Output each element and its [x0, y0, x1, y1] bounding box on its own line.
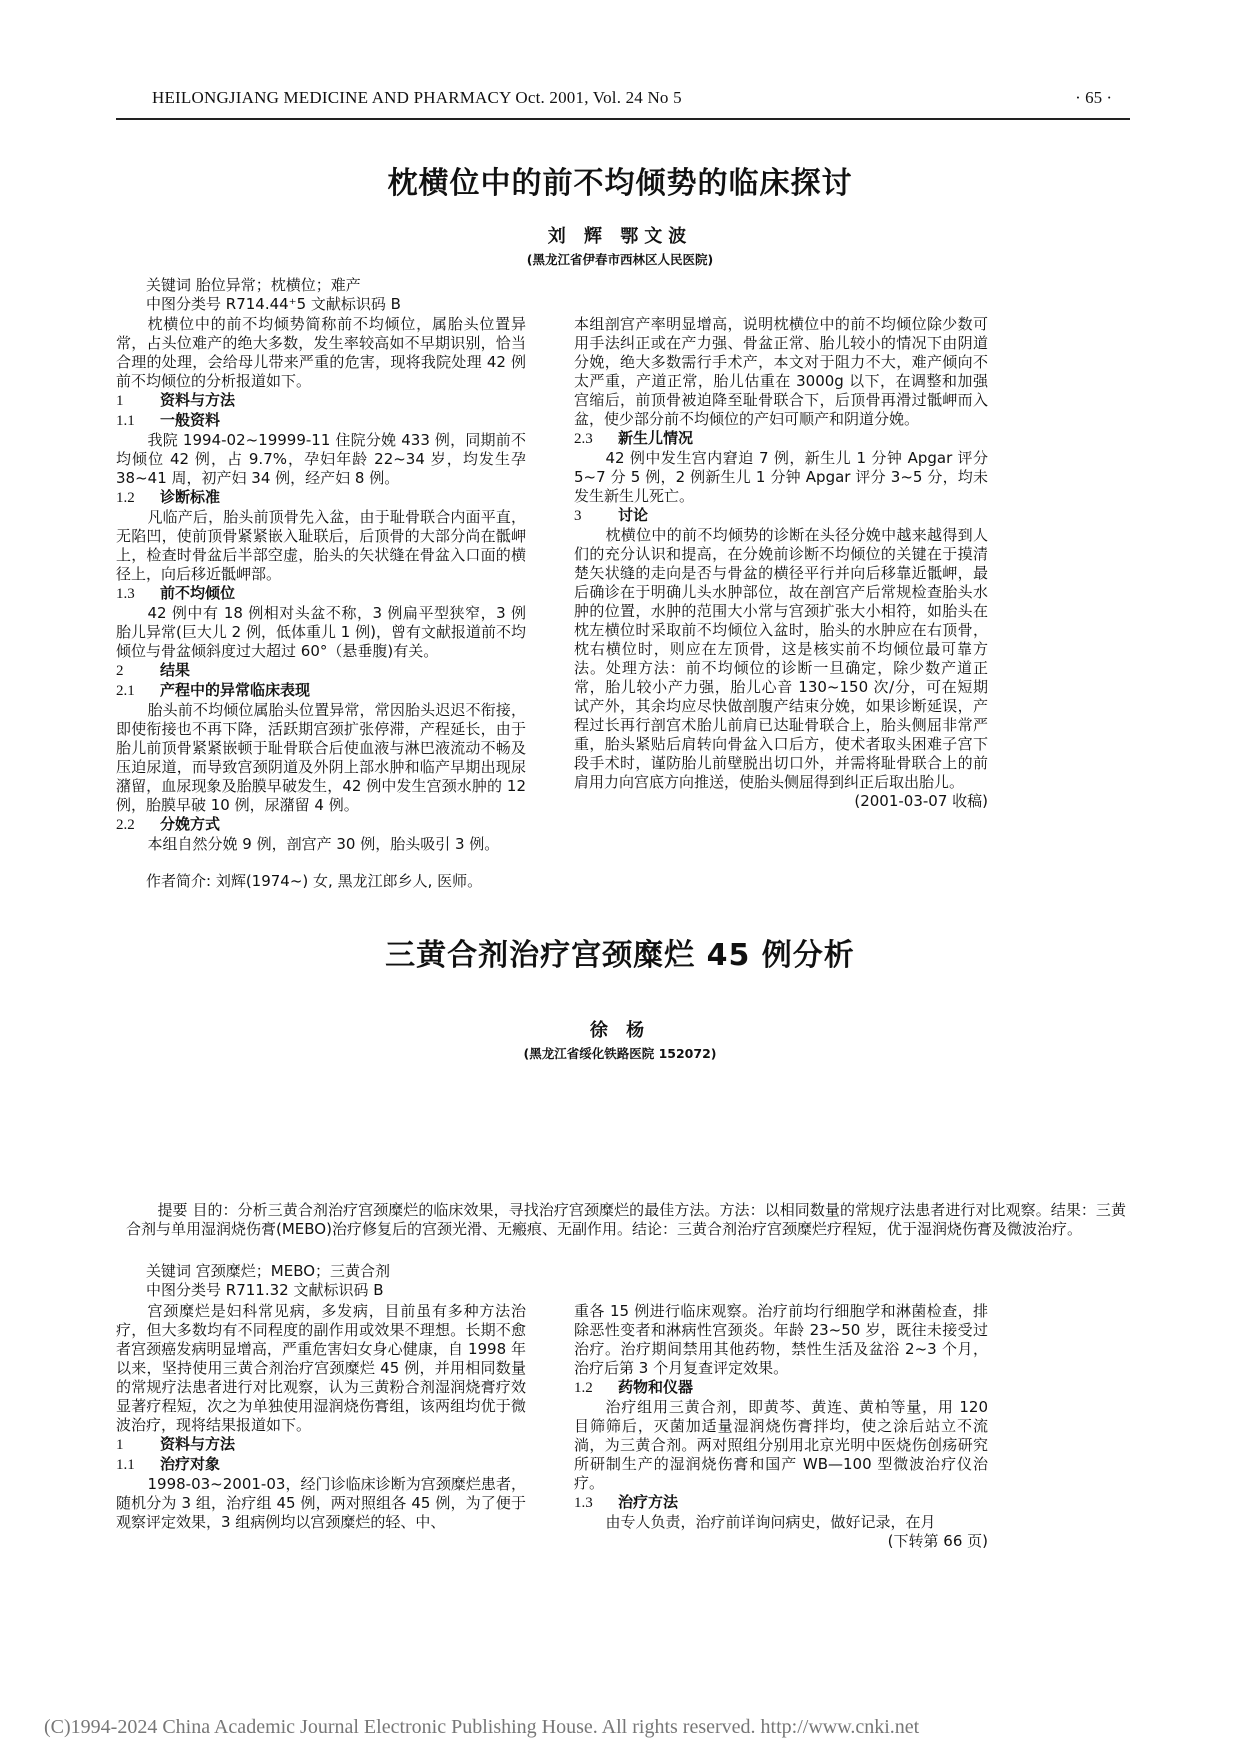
section-number: 1.2 — [574, 1380, 593, 1396]
section-heading — [116, 1435, 526, 1455]
paragraph: 1998-03~2001-03，经门诊临床诊断为宫颈糜烂患者，随机分为 3 组，治疗组 45 例，两对照组各 45 例，为了便于观察评定效果，3 组病例均以宫颈糜烂的轻、中、 — [116, 1475, 526, 1531]
section-heading — [116, 584, 526, 604]
paragraph: 我院 1994-02~19999-11 住院分娩 433 例，同期前不均倾位 42 例，占 9.7%，孕妇年龄 22~34 岁，均发生孕 38~41 周，初产妇 34 例，经产妇 8 例。 — [116, 431, 526, 487]
article2-authors: 徐 杨 — [589, 1020, 651, 1041]
section-heading-text: 产程中的异常临床表现 — [160, 681, 311, 699]
section-heading — [116, 411, 526, 431]
section-heading-text: 诊断标准 — [160, 488, 221, 506]
paragraph: 枕横位中的前不均倾势的诊断在头径分娩中越来越得到人们的充分认识和提高，在分娩前诊断不均倾位的关键在于摸清楚矢状缝的走向是否与骨盆的横径平行并向后移靠近骶岬，最后确诊在于明确儿头水肿部位，故在剖宫产后常规检查胎头水肿的位置，水肿的范围大小常与宫颈扩张大小相符，如胎头在枕左横位时采取前不均倾位入盆时，胎头的水肿应在右顶骨，枕右横位时，则应在左顶骨，这是核实前不均倾位最可靠方法。处理方法：前不均倾位的诊断一旦确定，除少数产道正常，胎儿较小产力强，胎儿心音 130~150 次/分，可在短期试产外，其余均应尽快做剖腹产结束分娩，如果诊断延误，产程过长再行剖宫术胎儿前肩已达耻骨联合上，胎头侧屈非常严重，胎头紧贴后肩转向骨盆入口后方，使术者取头困难子宫下段手术时，谨防胎儿前壁脱出切口外，并需将耻骨联合上的前肩用力向宫底方向推送，使胎头侧屈得到纠正后取出胎儿。 — [574, 526, 988, 791]
section-heading — [574, 506, 988, 526]
article1-classification: 中图分类号 R714.44⁺5 文献标识码 B — [146, 295, 401, 313]
section-number: 2.3 — [574, 431, 593, 447]
section-number: 1 — [116, 1437, 124, 1453]
section-number: 1.1 — [116, 1457, 135, 1473]
paragraph: 宫颈糜烂是妇科常见病，多发病，目前虽有多种方法治疗，但大多数均有不同程度的副作用或效果不理想。长期不愈者宫颈癌发病明显增高，严重危害妇女身心健康，自 1998 年以来，坚持使用三黄合剂治疗宫颈糜烂 45 例，并用相同数量的常规疗法患者进行对比观察，认为三黄粉合剂湿润烧膏疗效显著疗程短，次之为单独使用湿润烧伤膏组，该两组均优于微波治疗，现将结果报道如下。 — [116, 1302, 526, 1434]
section-heading-text: 资料与方法 — [160, 391, 236, 409]
page-number: · 65 · — [1075, 88, 1112, 107]
note-line: (2001-03-07 收稿) — [854, 792, 988, 810]
article1-authors: 刘 辉 鄂文波 — [547, 226, 693, 247]
paragraph: 枕横位中的前不均倾势简称前不均倾位，属胎头位置异常，占头位难产的绝大多数，发生率较高如不早期识别，恰当合理的处理，会给母儿带来严重的危害，现将我院处理 42 例前不均倾位的分析报道如下。 — [116, 315, 526, 390]
paragraph: 由专人负责，治疗前详询问病史，做好记录，在月 — [605, 1513, 936, 1531]
article2-title: 三黄合剂治疗宫颈糜烂 45 例分析 — [385, 938, 855, 973]
section-heading-text: 分娩方式 — [160, 815, 221, 833]
article1-meta — [146, 276, 646, 314]
journal-info: HEILONGJIANG MEDICINE AND PHARMACY Oct. 2001, Vol. 24 No 5 — [152, 88, 682, 107]
section-heading-text: 治疗方法 — [618, 1493, 679, 1511]
paragraph: 42 例中发生宫内窘迫 7 例，新生儿 1 分钟 Apgar 评分 5~7 分 5 例，2 例新生儿 1 分钟 Apgar 评分 3~5 分，均未发生新生儿死亡。 — [574, 449, 988, 505]
section-heading-text: 新生儿情况 — [618, 429, 694, 447]
section-heading — [574, 1493, 988, 1513]
section-heading-text: 讨论 — [618, 506, 649, 524]
copyright-footer: (C)1994-2024 China Academic Journal Electronic Publishing House. All rights reserved. http://www.cnki.net — [44, 1716, 920, 1738]
article2-right-column — [574, 1302, 988, 1551]
section-number: 1.3 — [574, 1495, 593, 1511]
article1-left-column — [116, 315, 526, 854]
article2-affiliation: (黑龙江省绥化铁路医院 152072) — [523, 1046, 717, 1061]
section-heading — [574, 1378, 988, 1398]
section-heading — [574, 429, 988, 449]
paragraph: 治疗组用三黄合剂，即黄芩、黄连、黄柏等量，用 120 目筛筛后，灭菌加适量湿润烧伤膏拌均，使之涂后站立不流淌，为三黄合剂。两对照组分别用北京光明中医烧伤创疡研究所研制生产的湿润烧伤膏和国产 WB—100 型微波治疗仪治疗。 — [574, 1398, 988, 1492]
section-number: 3 — [574, 508, 582, 524]
article1-affiliation: (黑龙江省伊春市西林区人民医院) — [526, 252, 714, 267]
section-heading-text: 前不均倾位 — [160, 584, 236, 602]
section-number: 2.2 — [116, 817, 135, 833]
article1-author-note: 作者简介: 刘辉(1974~) 女, 黑龙江郎乡人, 医师。 — [146, 872, 483, 890]
paragraph: 42 例中有 18 例相对头盆不称，3 例扁平型狭窄，3 例胎儿异常(巨大儿 2 例，低体重儿 1 例)，曾有文献报道前不均倾位与骨盆倾斜度过大超过 60°（悬垂腹)有关。 — [116, 604, 526, 660]
article2-meta — [146, 1262, 646, 1300]
section-heading — [116, 1455, 526, 1475]
running-header — [116, 88, 1130, 120]
section-number: 1.3 — [116, 586, 135, 602]
paragraph: 胎头前不均倾位属胎头位置异常，常因胎头迟迟不衔接，即使衔接也不再下降，活跃期宫颈扩张停滞，产程延长，由于胎儿前顶骨紧紧嵌顿于耻骨联合后使血液与淋巴液流动不畅及压迫尿道，而导致宫颈阴道及外阴上部水肿和临产早期出现尿潴留，血尿现象及胎膜早破发生，42 例中发生宫颈水肿的 12 例，胎膜早破 10 例，尿潴留 4 例。 — [116, 701, 526, 814]
paragraph: 凡临产后，胎头前顶骨先入盆，由于耻骨联合内面平直，无陷凹，使前顶骨紧紧嵌入耻联后，后顶骨的大部分尚在骶岬上，检查时骨盆后半部空虚，胎头的矢状缝在骨盆入口面的横径上，向后移近骶岬部。 — [116, 508, 526, 583]
article2-classification: 中图分类号 R711.32 文献标识码 B — [146, 1281, 384, 1299]
section-heading — [116, 488, 526, 508]
section-heading-text: 结果 — [160, 661, 191, 679]
section-number: 1.2 — [116, 490, 135, 506]
article2-left-column — [116, 1302, 526, 1532]
section-number: 2 — [116, 663, 124, 679]
section-number: 1.1 — [116, 413, 135, 429]
section-heading-text: 治疗对象 — [160, 1455, 221, 1473]
article1-title: 枕横位中的前不均倾势的临床探讨 — [387, 166, 853, 201]
section-heading — [116, 661, 526, 681]
article1-keywords: 关键词 胎位异常；枕横位；难产 — [146, 276, 361, 294]
section-heading — [116, 391, 526, 411]
paragraph: 本组剖宫产率明显增高，说明枕横位中的前不均倾位除少数可用手法纠正或在产力强、骨盆正常、胎儿较小的情况下由阴道分娩，绝大多数需行手术产，本文对于阻力不大，难产倾向不太严重，产道正常，胎儿估重在 3000g 以下，在调整和加强宫缩后，前顶骨被迫降至耻骨联合下，后顶骨再滑过骶岬而入盆，使少部分前不均倾位的产妇可顺产和阴道分娩。 — [574, 315, 988, 428]
note-line: (下转第 66 页) — [887, 1532, 988, 1550]
section-heading-text: 资料与方法 — [160, 1435, 236, 1453]
section-number: 2.1 — [116, 683, 135, 699]
article2-abstract — [126, 1201, 1126, 1239]
section-number: 1 — [116, 393, 124, 409]
section-heading — [116, 815, 526, 835]
section-heading-text: 一般资料 — [160, 411, 221, 429]
article2-abstract-text: 提要 目的：分析三黄合剂治疗宫颈糜烂的临床效果，寻找治疗宫颈糜烂的最佳方法。方法：以相同数量的常规疗法患者进行对比观察。结果：三黄合剂与单用湿润烧伤膏(MEBO)治疗修复后的宫颈光滑、无瘢痕、无副作用。结论：三黄合剂治疗宫颈糜烂疗程短，优于湿润烧伤膏及微波治疗。 — [126, 1201, 1126, 1238]
section-heading — [116, 681, 526, 701]
article1-right-column — [574, 315, 988, 811]
article2-keywords: 关键词 宫颈糜烂；MEBO；三黄合剂 — [146, 1262, 391, 1280]
paragraph: 重各 15 例进行临床观察。治疗前均行细胞学和淋菌检查，排除恶性变者和淋病性宫颈炎。年龄 23~50 岁，既往未接受过治疗。治疗期间禁用其他药物，禁性生活及盆浴 2~3 个月，治疗后第 3 个月复查评定效果。 — [574, 1302, 988, 1377]
section-heading-text: 药物和仪器 — [618, 1378, 694, 1396]
paragraph: 本组自然分娩 9 例，剖宫产 30 例，胎头吸引 3 例。 — [147, 835, 500, 853]
